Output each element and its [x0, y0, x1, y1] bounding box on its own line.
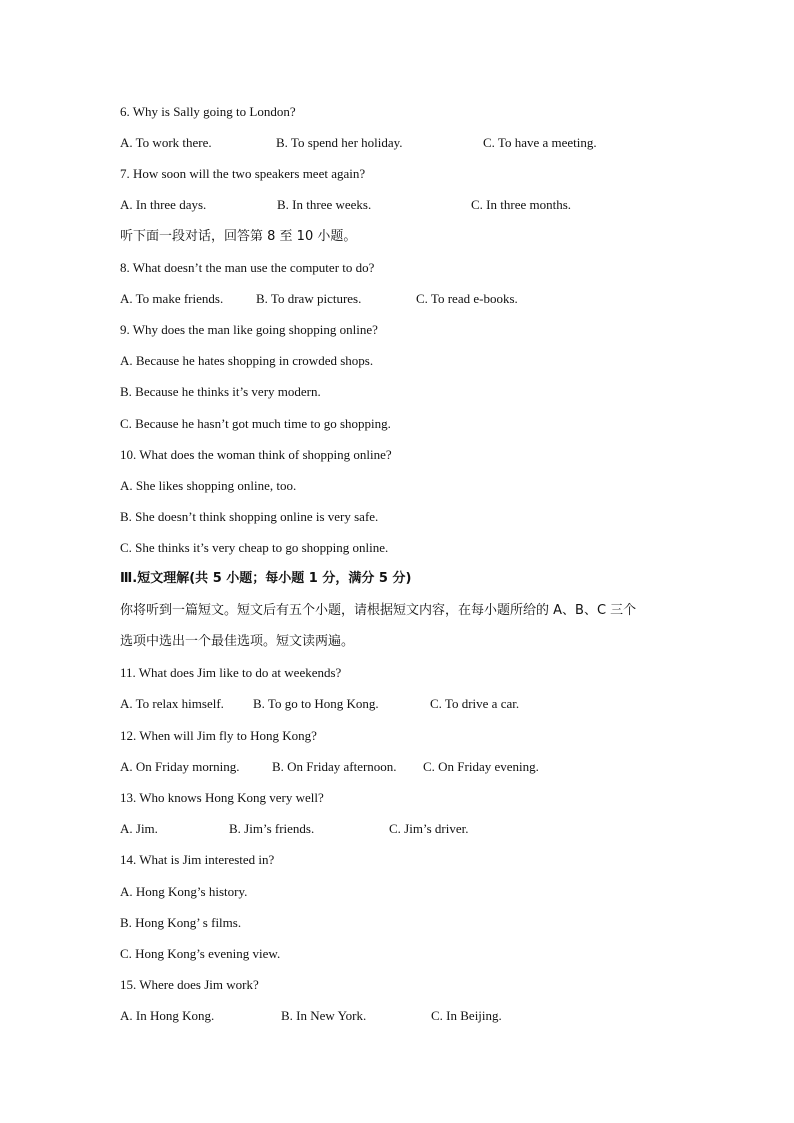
q10-option-b: B. She doesn’t think shopping online is very safe.: [120, 509, 379, 524]
q7-option-b: B. In three weeks.: [277, 197, 372, 212]
q15-option-c: C. In Beijing.: [431, 1008, 502, 1023]
question-13: 13. Who knows Hong Kong very well?: [120, 790, 324, 805]
q9-option-b: B. Because he thinks it’s very modern.: [120, 384, 321, 399]
q6-option-a: A. To work there.: [120, 135, 212, 150]
q13-option-b: B. Jim’s friends.: [229, 821, 315, 836]
q13-option-a: A. Jim.: [120, 821, 158, 836]
q10-option-a: A. She likes shopping online, too.: [120, 478, 297, 493]
q8-option-a: A. To make friends.: [120, 291, 224, 306]
question-10: 10. What does the woman think of shopping online?: [120, 447, 392, 462]
q13-option-c: C. Jim’s driver.: [389, 821, 469, 836]
q6-option-c: C. To have a meeting.: [483, 135, 597, 150]
q12-option-a: A. On Friday morning.: [120, 759, 240, 774]
section-3-intro-line2: 选项中选出一个最佳选项。短文读两遍。: [120, 634, 355, 649]
question-6: 6. Why is Sally going to London?: [120, 104, 296, 119]
section-3-intro-line1: 你将听到一篇短文。短文后有五个小题，请根据短文内容，在每小题所给的 A、B、C 三个: [120, 603, 637, 618]
q15-option-b: B. In New York.: [281, 1008, 367, 1023]
section-3-heading: Ⅲ.短文理解(共 5 小题；每小题 1 分，满分 5 分): [120, 571, 412, 586]
q8-option-c: C. To read e-books.: [416, 291, 518, 306]
q7-option-a: A. In three days.: [120, 197, 207, 212]
question-14: 14. What is Jim interested in?: [120, 852, 275, 867]
q8-option-b: B. To draw pictures.: [256, 291, 362, 306]
q14-option-b: B. Hong Kong’ s films.: [120, 915, 242, 930]
q9-option-c: C. Because he hasn’t got much time to go shopping.: [120, 416, 391, 431]
q11-option-b: B. To go to Hong Kong.: [253, 696, 379, 711]
q15-option-a: A. In Hong Kong.: [120, 1008, 215, 1023]
q12-option-b: B. On Friday afternoon.: [272, 759, 397, 774]
q7-option-c: C. In three months.: [471, 197, 572, 212]
question-7: 7. How soon will the two speakers meet again?: [120, 166, 366, 181]
question-9: 9. Why does the man like going shopping online?: [120, 322, 378, 337]
dialogue-instruction: 听下面一段对话，回答第 8 至 10 小题。: [120, 229, 357, 244]
q11-option-c: C. To drive a car.: [430, 696, 520, 711]
q6-option-b: B. To spend her holiday.: [276, 135, 403, 150]
q14-option-a: A. Hong Kong’s history.: [120, 884, 248, 899]
question-8: 8. What doesn’t the man use the computer to do?: [120, 260, 375, 275]
question-12: 12. When will Jim fly to Hong Kong?: [120, 728, 317, 743]
q10-option-c: C. She thinks it’s very cheap to go shopping online.: [120, 540, 389, 555]
question-11: 11. What does Jim like to do at weekends?: [120, 665, 342, 680]
q9-option-a: A. Because he hates shopping in crowded shops.: [120, 353, 374, 368]
q12-option-c: C. On Friday evening.: [423, 759, 539, 774]
question-15: 15. Where does Jim work?: [120, 977, 259, 992]
q11-option-a: A. To relax himself.: [120, 696, 224, 711]
q14-option-c: C. Hong Kong’s evening view.: [120, 946, 281, 961]
